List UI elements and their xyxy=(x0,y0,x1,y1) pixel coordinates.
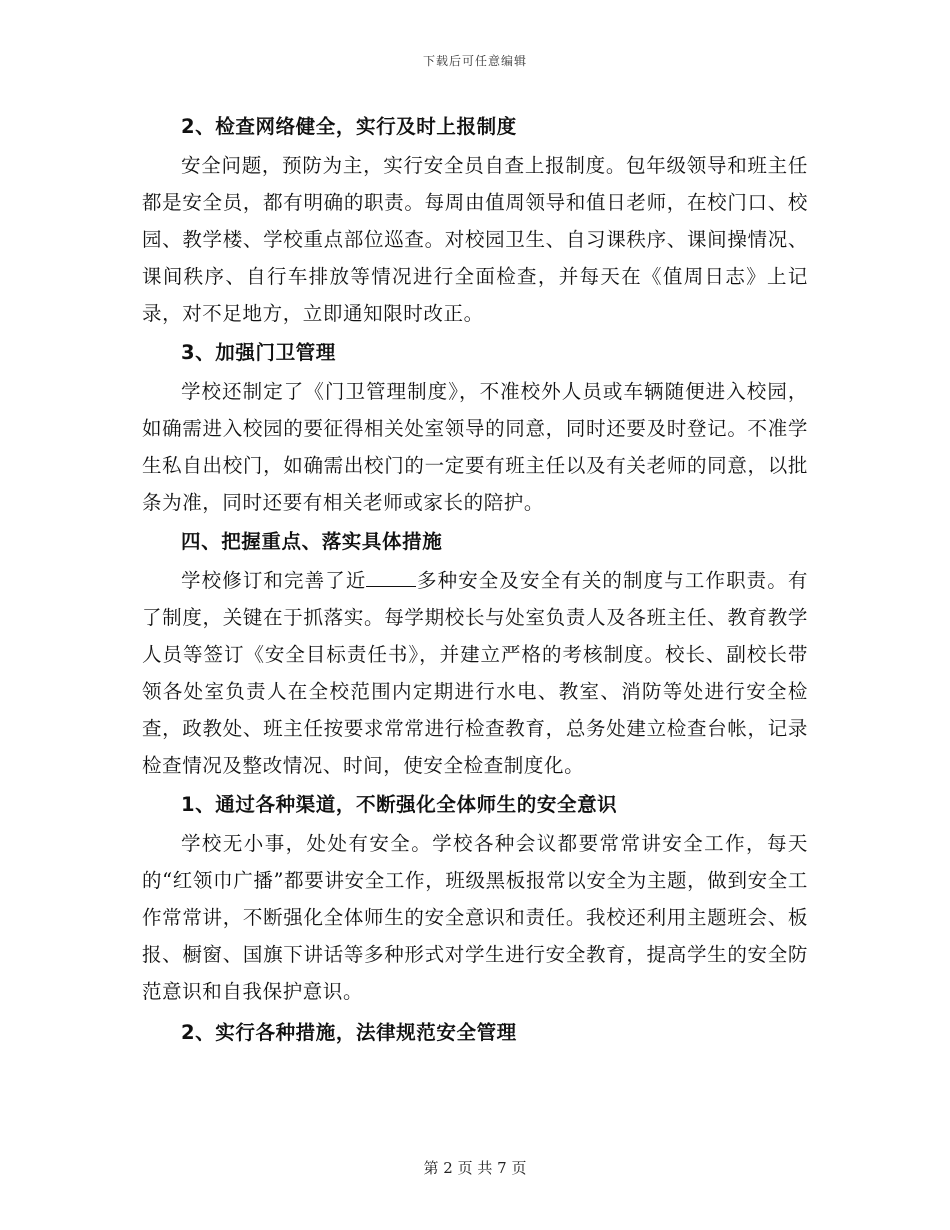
page-header-note: 下载后可任意编辑 xyxy=(422,54,527,68)
section-heading-legal-management: 2、实行各种措施，法律规范安全管理 xyxy=(181,1021,517,1044)
document-body xyxy=(142,108,808,1053)
paragraph-safety-system-rest: 多种安全及安全有关的制度与工作职责。有了制度，关键在于抓落实。每学期校长与处室负责人及各班主任、教育教学人员等签订《安全目标责任书》，并建立严格的考核制度。校长、副校长带领各处室负责人在全校范围内定期进行水电、教室、消防等处进行安全检查，政教处、班主任按要求常常进行检查教育，总务处建立检查台帐，记录检查情况及整改情况、时间，使安全检查制度化。 xyxy=(142,569,808,777)
paragraph-safety-system xyxy=(142,562,808,784)
paragraph-safety-system-start: 学校修订和完善了近 xyxy=(181,569,367,592)
fill-in-blank xyxy=(366,568,416,587)
page-number-footer: 第 2 页 共 7 页 xyxy=(423,1159,527,1177)
section-heading-network-check: 2、检查网络健全，实行及时上报制度 xyxy=(181,115,517,138)
section-heading-key-measures: 四、把握重点、落实具体措施 xyxy=(181,530,443,553)
section-heading-awareness: 1、通过各种渠道，不断强化全体师生的安全意识 xyxy=(181,793,618,816)
paragraph-self-check-report: 安全问题，预防为主，实行安全员自查上报制度。包年级领导和班主任都是安全员，都有明确的职责。每周由值周领导和值日老师，在校门口、校园、教学楼、学校重点部位巡查。对校园卫生、自习课秩序、课间操情况、课间秩序、自行车排放等情况进行全面检查，并每天在《值周日志》上记录，对不足地方，立即通知限时改正。 xyxy=(142,154,808,325)
section-heading-gate-management: 3、加强门卫管理 xyxy=(181,341,336,364)
paragraph-gate-rules: 学校还制定了《门卫管理制度》，不准校外人员或车辆随便进入校园，如确需进入校园的要征得相关处室领导的同意，同时还要及时登记。不准学生私自出校门，如确需出校门的一定要有班主任以及有关老师的同意，以批条为准，同时还要有相关老师或家长的陪护。 xyxy=(142,380,808,514)
paragraph-awareness: 学校无小事，处处有安全。学校各种会议都要常常讲安全工作，每天的“红领巾广播”都要讲安全工作，班级黑板报常以安全为主题，做到安全工作常常讲，不断强化全体师生的安全意识和责任。我校还利用主题班会、板报、橱窗、国旗下讲话等多种形式对学生进行安全教育，提高学生的安全防范意识和自我保护意识。 xyxy=(142,832,808,1003)
